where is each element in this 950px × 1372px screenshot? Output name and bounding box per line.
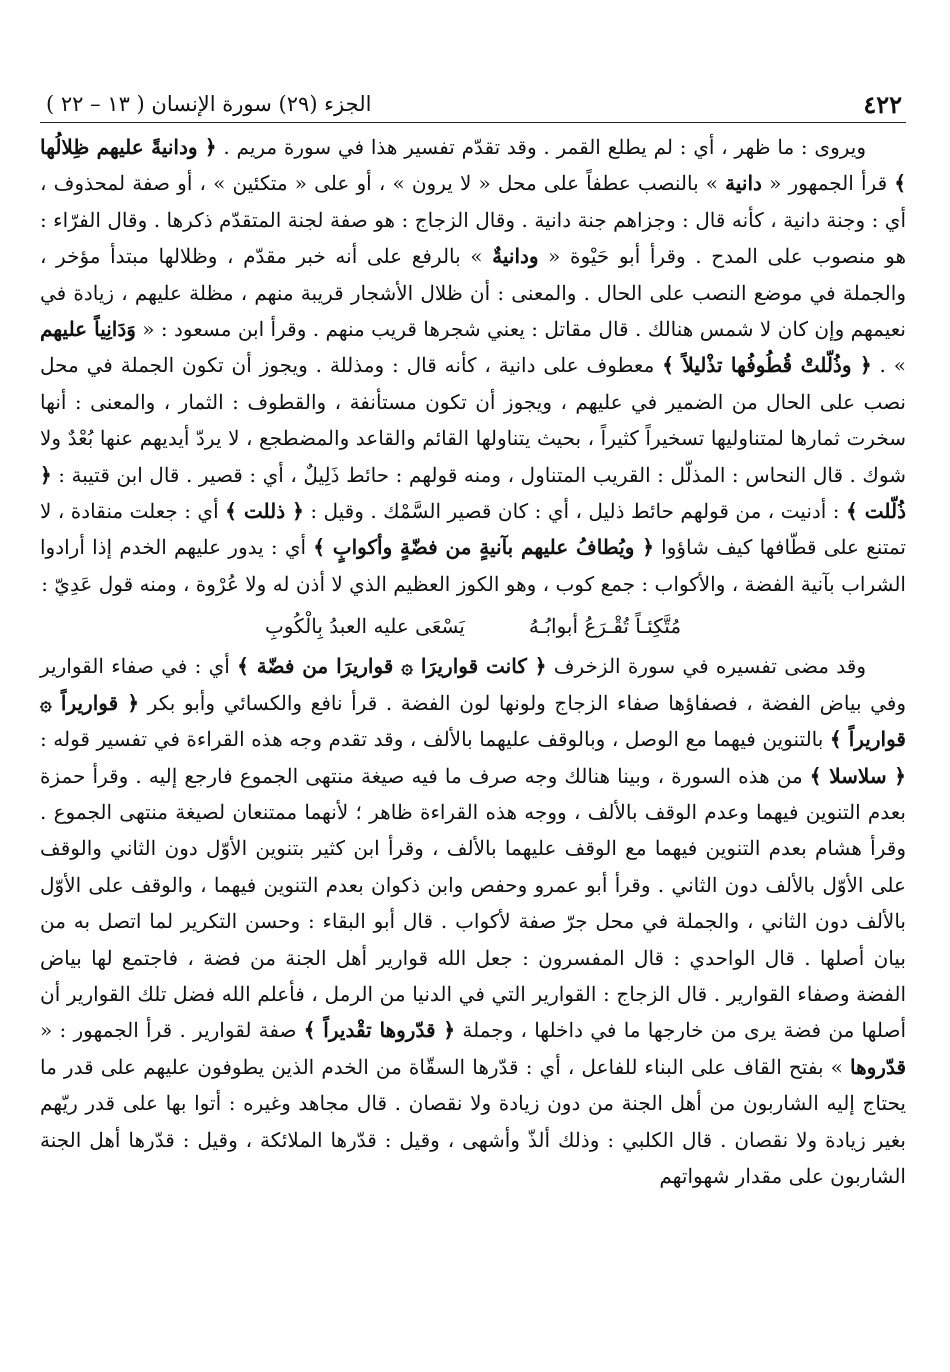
- quranic-quote: ﴿ قدّروها تقْديراً ﴾: [303, 1018, 456, 1043]
- quranic-quote: ﴿ سلاسلا ﴾: [809, 763, 906, 788]
- page-header: [40, 82, 906, 123]
- commentary-text: وقد مضى تفسيره في سورة الزخرف: [546, 654, 867, 679]
- page-number: ٤٢٢: [863, 90, 902, 119]
- page: [40, 82, 906, 1194]
- commentary-text: » بفتح القاف على البناء للفاعل ، أي : قدّرها السقّاة من الخدم الذين يطوفون عليهم على قدر ما يحتاج إليه الشاربون من أهل الجنة من دون زيادة ولا نقصان . قال مجاهد وغيره : أتوا بها على قدر ريّهم بغير زيادة ولا نقصان . قال الكلبي : وذلك ألذّ وأشهى ، وقيل : قدّرها الملائكة ، وقيل : قدّرها أهل الجنة الشاربون على مقدار شهواتهم: [40, 1054, 906, 1188]
- commentary-text: قرأ الجمهور «: [761, 171, 895, 196]
- commentary-text: أي : يدور عليهم الخدم إذا أرادوا الشراب بآنية الفضة ، والأكواب : جمع كوب ، وهو الكوز العظيم الذي لا أذن له ولا عُرْوة ، ومنه قول عَدِيّ :: [40, 535, 906, 596]
- running-title: الجزء (٢٩) سورة الإنسان ( ١٣ – ٢٢ ): [46, 92, 372, 116]
- quranic-quote: ﴿ ذللت ﴾: [225, 499, 304, 524]
- commentary-text: أي : في صفاء القوارير وفي بياض الفضة ، فصفاؤها صفاء الزجاج ولونها لون الفضة . قرأ نافع والكسائي وأبو بكر: [40, 654, 906, 715]
- commentary-text: أي : جعلت منقادة ، لا تمتنع على قطّافها كيف شاؤوا: [40, 499, 906, 560]
- commentary-text: ويروى : ما ظهر ، أي : لم يطلع القمر . وقد تقدّم تفسير هذا في سورة مريم .: [216, 135, 866, 159]
- commentary-text: » .: [871, 353, 906, 378]
- quranic-quote: وَدَانِياً عليهم: [40, 317, 136, 342]
- poem-hemistich-left: يَسْعَى عليه العبدُ بِالْكُوبِ: [264, 614, 465, 639]
- paragraph-1: [40, 129, 906, 602]
- quranic-quote: ﴿ ويُطافُ عليهم بآنيةٍ من فضّةٍ وأكوابٍ ﴾: [313, 535, 654, 560]
- quranic-quote: ﴿ قواريراً ۞ قواريراً ﴾: [40, 690, 906, 752]
- commentary-text: » بالنصب عطفاً على محل « لا يرون » ، أو على « متكئين » ، أو صفة لمحذوف ، أي : وجنة دانية ، كأنه قال : وجزاهم جنة دانية . وقال الزجاج : هو صفة لجنة المتقدّم ذكرها . وقال الفرّاء : هو منصوب على المدح . وقرأ أبو حَيْوة «: [40, 171, 906, 269]
- paragraph-2: [40, 648, 906, 1194]
- commentary-text: : أدنيت ، من قولهم حائط ذليل ، أي : كان قصير السَّمْك . وقيل :: [303, 499, 846, 524]
- commentary-text: » بالرفع على أنه خبر مقدّم ، وظلالها مبتدأ مؤخر ، والجملة في موضع النصب على الحال . والمعنى : أن ظلال الأشجار قريبة منهم ، مظلة عليهم ، زيادة في نعيمهم وإن كان لا شمس هنالك . قال مقاتل : يعني شجرها قريب منهم . وقرأ ابن مسعود : «: [40, 244, 906, 342]
- quranic-quote: ﴿ ودانيةً عليهم ظِلالُها ﴾: [40, 135, 906, 196]
- commentary-text: معطوف على دانية ، كأنه قال : ومذللة . ويجوز أن تكون الجملة في محل نصب على الحال من الضمير في عليهم ، ويجوز أن تكون مستأنفة ، والقطوف : الثمار ، والمعنى : أنها سخرت ثمارها لمتناوليها تسخيراً كثيراً ، بحيث يتناولها القائم والقاعد والمضطجع ، لا يردّ أيديهم عنها بُعْدٌ ولا شوك . قال النحاس : المذلّل : القريب المتناول ، ومنه قولهم : حائط ذَلِيلٌ ، أي : قصير . قال ابن قتيبة :: [40, 353, 906, 487]
- poem-verse: [40, 608, 906, 644]
- commentary-text: بالتنوين فيهما مع الوصل ، وبالوقف عليهما بالألف ، وقد تقدم وجه هذه القراءة في تفسير قوله :: [40, 727, 830, 752]
- quranic-quote: ودانيةٌ: [492, 244, 539, 269]
- main-text: [40, 129, 906, 1194]
- commentary-text: صفة لقوارير . قرأ الجمهور : «: [40, 1018, 304, 1043]
- quranic-quote: ﴿ كانت قواريرَا ۞ قواريرَا من فضّة ﴾: [237, 654, 547, 679]
- quranic-quote: قدّروها: [849, 1054, 906, 1079]
- commentary-text: من هذه السورة ، وبينا هنالك وجه صرف ما فيه صيغة منتهى الجموع فارجع إليه . وقرأ حمزة بعدم التنوين فيهما وعدم الوقف بالألف ، ووجه هذه القراءة ظاهر ؛ لأنهما ممتنعان لصيغة منتهى الجموع . وقرأ هشام بعدم التنوين فيهما مع الوقف عليهما بالألف ، وقرأ ابن كثير بتنوين الأوّل دون الثاني والوقف على الأوّل بالألف دون الثاني . وقرأ أبو عمرو وحفص وابن ذكوان بعدم التنوين فيهما ، والوقف على الأوّل بالألف دون الثاني ، والجملة في محل جرّ صفة لأكواب . قال أبو البقاء : وحسن التكرير لما اتصل به من بيان أصلها . قال الواحدي : قال المفسرون : جعل الله قوارير أهل الجنة من فضة ، فاجتمع لها بياض الفضة وصفاء القوارير . قال الزجاج : القوارير التي في الدنيا من الرمل ، فأعلم الله فضل تلك القوارير أن أصلها من فضة يرى من خارجها ما في داخلها ، وجملة: [40, 763, 907, 1043]
- poem-hemistich-right: مُتَّكِئـاً تُقْـرَعُ أبوابُـهُ: [528, 614, 682, 639]
- quranic-quote: ﴿ ذُلّلت ﴾: [40, 462, 907, 524]
- quranic-quote: ﴿ وذُلّلتْ قُطُوفُها تذْليلاً ﴾: [662, 353, 872, 378]
- quranic-quote: دانية: [725, 171, 762, 196]
